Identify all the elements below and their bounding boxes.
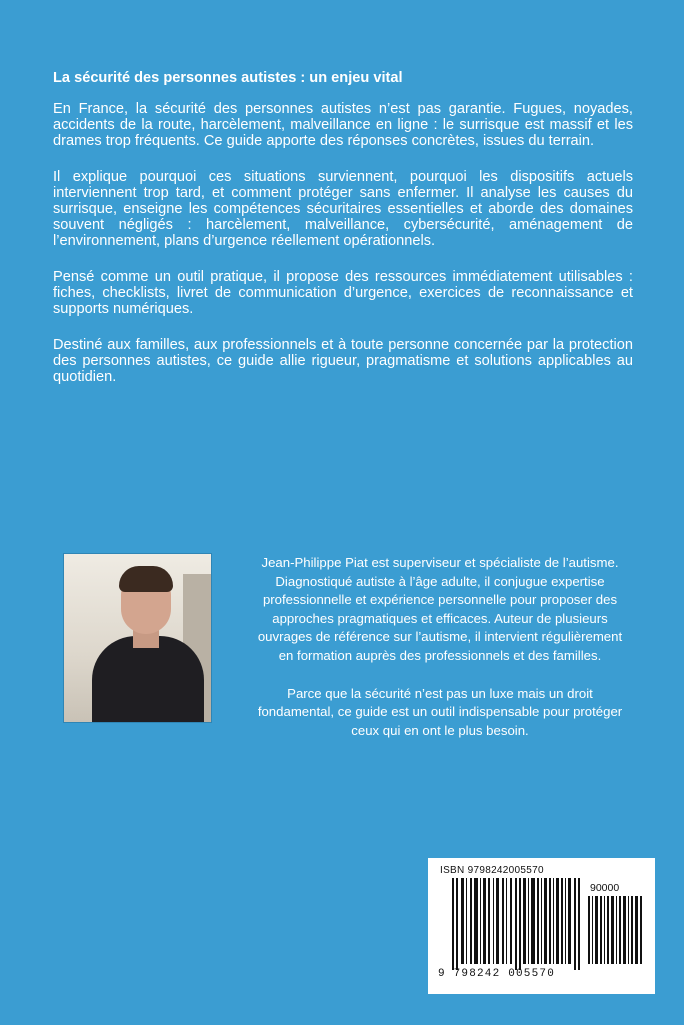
author-bio: Jean-Philippe Piat est superviseur et spécialiste de l’autisme. Diagnostiqué autiste à l’âge adulte, il conjugue expertise professionnelle et expérience personnelle pour proposer des approches pragmatiques et efficaces. Auteur de plusieurs ouvrages de référence sur l’autisme, il intervient régulièrement en formation auprès des professionnels et des familles. xyxy=(257,555,623,663)
paragraph-2: Il explique pourquoi ces situations surviennent, pourquoi les dispositifs actuels interviennent trop tard, et comment protéger sans enfermer. Il analyse les causes du surrisque, enseigne les compétences sécuritaires essentielles et aborde des domaines souvent négligés : harcèlement, malveillance, cybersécurité, aménagement de l’environnement, plans d’urgence réellement opérationnels. xyxy=(53,169,633,249)
paragraph-3: Pensé comme un outil pratique, il propose des ressources immédiatement utilisables : fiches, checklists, livret de communication d’urgence, exercices de reconnaissance et supports numériques. xyxy=(53,269,633,317)
barcode-digits: 9 798242 005570 xyxy=(438,968,556,980)
author-photo xyxy=(63,553,212,723)
cover-title: La sécurité des personnes autistes : un enjeu vital xyxy=(53,70,403,86)
barcode-box xyxy=(428,858,655,994)
price-code: 90000 xyxy=(590,882,620,894)
description-block xyxy=(53,70,633,405)
price-barcode-bars xyxy=(588,896,644,964)
author-section xyxy=(250,554,630,759)
paragraph-4: Destiné aux familles, aux professionnels et à toute personne concernée par la protection des personnes autistes, ce guide allie rigueur, pragmatisme et solutions applicables au quotidien. xyxy=(53,337,633,385)
barcode-bars xyxy=(452,878,582,970)
isbn-label: ISBN 9798242005570 xyxy=(440,865,544,876)
closing-statement: Parce que la sécurité n’est pas un luxe mais un droit fondamental, ce guide est un outil indispensable pour protéger ceux qui en ont le plus besoin. xyxy=(257,685,623,738)
paragraph-1: En France, la sécurité des personnes autistes n’est pas garantie. Fugues, noyades, accidents de la route, harcèlement, malveillance en ligne : le surrisque est massif et les drames trop fréquents. Ce guide apporte des réponses concrètes, issues du terrain. xyxy=(53,101,633,149)
